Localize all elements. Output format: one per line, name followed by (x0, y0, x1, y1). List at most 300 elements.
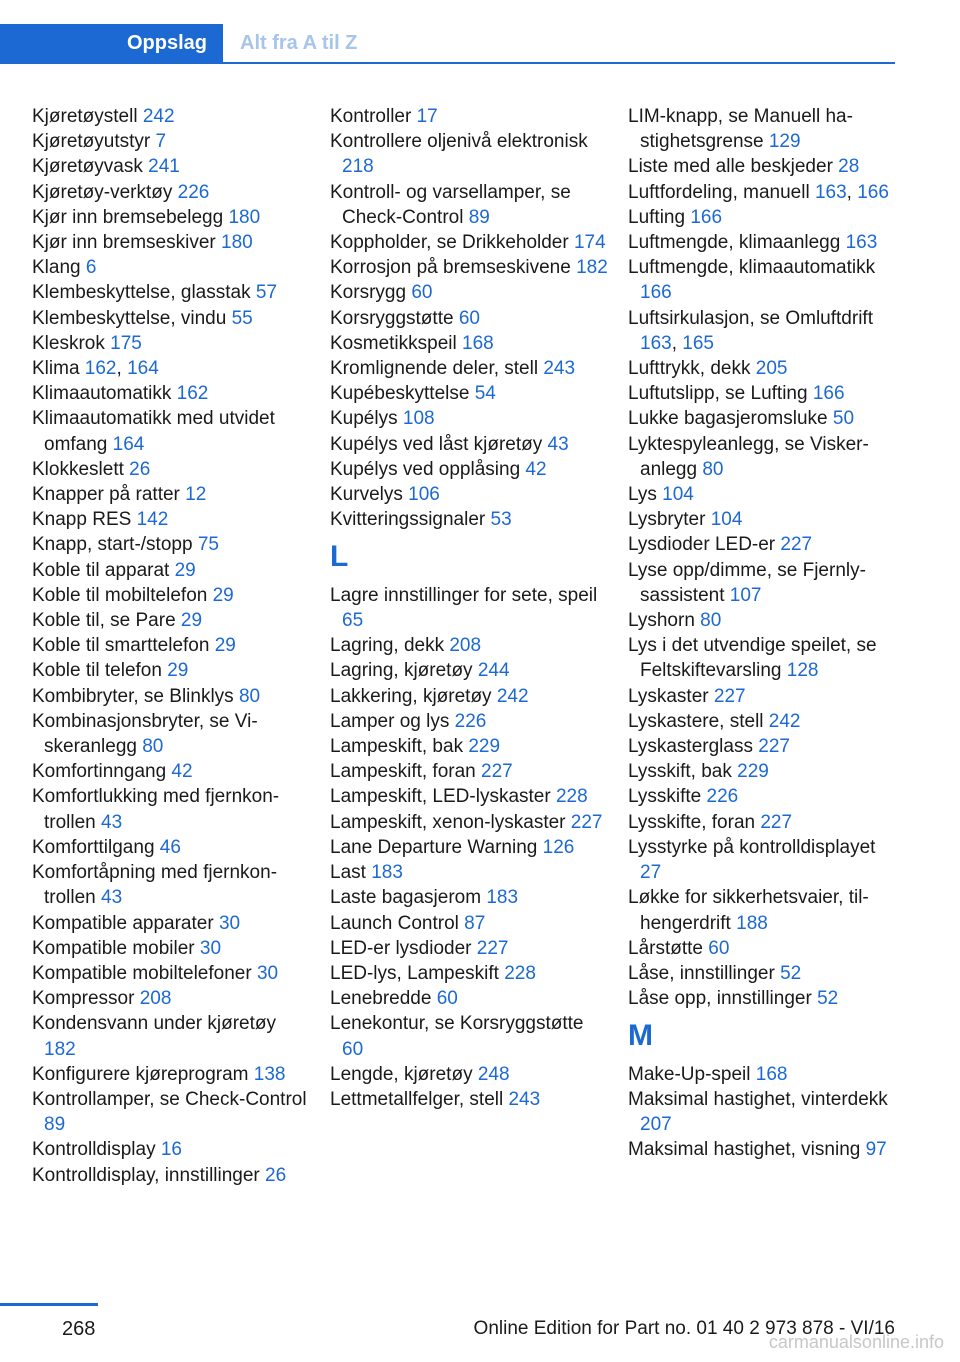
index-entry (628, 482, 898, 507)
page-ref-link[interactable]: 166 (690, 206, 723, 228)
page-ref-link[interactable]: 104 (662, 484, 694, 506)
page-ref-link[interactable]: 80 (238, 685, 261, 707)
index-entry (330, 381, 608, 406)
page-ref-link[interactable]: 17 (416, 106, 438, 127)
page-ref-link[interactable]: 26 (129, 458, 151, 480)
page-ref-link[interactable]: 162 (84, 358, 117, 380)
page-ref-link[interactable]: 30 (199, 937, 222, 959)
index-term: Lys (628, 484, 663, 506)
index-term: Luftmengde, klimaanlegg (628, 232, 846, 254)
page-ref-link[interactable]: 54 (474, 383, 496, 405)
page-ref-link[interactable]: 175 (110, 332, 142, 354)
index-entry: Luftsirkulasjon, se Omluftdrift 163, 165 (628, 307, 873, 354)
index-term: Komforttilgang (32, 836, 160, 858)
page-ref-link[interactable]: 60 (436, 988, 458, 1010)
index-term: Korrosjon på bremseskivene (330, 257, 577, 279)
index-entry (330, 658, 608, 683)
page-ref-link[interactable]: 43 (101, 887, 123, 909)
page-ref-link[interactable]: 164 (127, 358, 159, 380)
index-term: Koppholder, se Drikkeholder (330, 232, 574, 254)
index-entry (32, 306, 310, 331)
index-entry (330, 885, 608, 910)
index-entry (628, 381, 898, 406)
index-entry (628, 255, 898, 305)
index-entry (32, 684, 310, 709)
page-ref-link[interactable]: 107 (729, 584, 762, 606)
index-entry (330, 1011, 608, 1061)
index-term: Kompressor (32, 988, 140, 1010)
index-term: LED-er lysdioder (330, 937, 477, 959)
index-entry (330, 180, 608, 230)
index-term: Lamper og lys (330, 710, 455, 732)
index-entry (628, 784, 898, 809)
page-ref-link[interactable]: 87 (464, 912, 486, 934)
index-entry (32, 961, 310, 986)
index-term: Lakkering, kjøretøy (330, 685, 497, 707)
index-term: Maksimal hastighet, visning (628, 1139, 866, 1161)
page-ref-link[interactable]: 27 (640, 862, 662, 884)
header-tabs (0, 24, 895, 64)
index-term: Lysstyrke på kontrolldisplayet (628, 836, 876, 858)
page-ref-link[interactable]: 207 (640, 1114, 672, 1136)
index-entry (32, 558, 310, 583)
index-entry (32, 860, 310, 910)
index-entry (32, 1163, 310, 1188)
index-term: Lufttrykk, dekk (628, 358, 756, 380)
index-term: Lampeskift, bak (330, 736, 469, 758)
index-entry (628, 885, 898, 935)
page-ref-link[interactable]: 126 (542, 836, 575, 858)
index-entry (32, 381, 310, 406)
index-term: Kupébeskyttelse (330, 383, 475, 405)
index-term: Lyshorn (628, 610, 701, 632)
page-ref-link[interactable]: 168 (462, 332, 494, 354)
index-entry (32, 507, 310, 532)
page-ref-link[interactable]: 208 (139, 988, 172, 1010)
page-ref-link[interactable]: 226 (454, 710, 487, 732)
index-term: Lysskifte, foran (628, 811, 761, 833)
index-entry (32, 911, 310, 936)
index-entry (32, 759, 310, 784)
index-entry (628, 759, 898, 784)
page-ref-link[interactable]: 42 (525, 458, 547, 480)
index-term: Kupélys ved låst kjøretøy (330, 433, 548, 455)
page-ref-link[interactable]: 205 (755, 358, 788, 380)
page-ref-link[interactable]: 174 (573, 232, 606, 254)
index-term: Lysdioder LED-er (628, 534, 781, 556)
footer-rule (0, 1303, 98, 1306)
index-entry (32, 255, 310, 280)
index-term: Kosmetikkspeil (330, 332, 462, 354)
page-ref-link[interactable]: 104 (710, 509, 743, 531)
page-ref-link[interactable]: 163 (640, 332, 672, 354)
page-ref-link[interactable]: 29 (212, 584, 234, 606)
page-ref-link[interactable]: 6 (85, 257, 97, 279)
index-entry (330, 583, 608, 633)
index-entry (32, 936, 310, 961)
index-entry (330, 406, 608, 431)
page-ref-link[interactable]: 97 (865, 1139, 887, 1161)
page-ref-link[interactable]: 166 (812, 383, 845, 405)
index-entry (330, 104, 608, 129)
page-ref-link[interactable]: 29 (214, 635, 236, 657)
section-letter: L (330, 540, 349, 574)
tab-oppslag-label: Oppslag (126, 32, 207, 54)
section-letter: M (628, 1019, 653, 1053)
index-entry (628, 633, 898, 683)
page-ref-link[interactable]: 12 (185, 484, 207, 506)
page-ref-link[interactable]: 89 (468, 206, 490, 228)
index-entry (32, 1062, 310, 1087)
index-entry (330, 356, 608, 381)
page-ref-link[interactable]: 42 (171, 761, 193, 783)
index-entry (330, 784, 608, 809)
page-ref-link[interactable]: 182 (576, 257, 608, 279)
index-entry (628, 608, 898, 633)
page-ref-link[interactable]: 244 (477, 660, 510, 682)
index-entry (330, 759, 608, 784)
index-term: Kompatible mobiler (32, 937, 200, 959)
page-ref-link[interactable]: 55 (231, 307, 253, 329)
index-entry (628, 734, 898, 759)
page-ref-link[interactable]: 80 (702, 458, 724, 480)
page-ref-link[interactable]: 227 (570, 811, 603, 833)
index-entry (330, 1087, 608, 1112)
page-ref-link[interactable]: 16 (160, 1139, 182, 1161)
index-term: Lagring, kjøretøy (330, 660, 478, 682)
index-term: Launch Control (330, 912, 465, 934)
index-term: Kjøretøyutstyr (32, 131, 156, 153)
index-term: Last (330, 862, 372, 884)
page-ref-link[interactable]: 168 (755, 1063, 788, 1085)
page-ref-link[interactable]: 29 (167, 660, 189, 682)
page-ref-link[interactable]: 227 (476, 937, 509, 959)
index-entry (330, 306, 608, 331)
tab-alt-fra-a-til-z[interactable]: Alt fra A til Z (240, 32, 358, 54)
index-entry (32, 180, 310, 205)
page-ref-link[interactable]: 227 (760, 811, 793, 833)
index-entry: Klima 162, 164 (32, 358, 159, 380)
page-ref-link[interactable]: 46 (159, 836, 181, 858)
index-entry (32, 205, 310, 230)
index-term: Løkke for sikkerhetsvaier, tilhengerdrift (628, 887, 869, 934)
page-ref-link[interactable]: 128 (786, 660, 819, 682)
page-ref-link[interactable]: 30 (218, 912, 241, 934)
index-term: Lyskaster (628, 685, 714, 707)
page-ref-link[interactable]: 108 (402, 408, 435, 430)
page-ref-link[interactable]: 60 (411, 282, 433, 304)
index-entry (32, 129, 310, 154)
index-term: Kjøretøyvask (32, 156, 149, 178)
index-term: Klokkeslett (32, 458, 130, 480)
index-entry (628, 154, 898, 179)
index-entry (628, 961, 898, 986)
index-term: LIM-knapp, se Manuell hastighetsgrense (628, 106, 853, 153)
index-term: Lagring, dekk (330, 635, 450, 657)
page-ref-link[interactable]: 138 (253, 1063, 286, 1085)
page-ref-link[interactable]: 166 (857, 181, 889, 203)
edition-text: Online Edition for Part no. 01 40 2 973 878 - VI/16 (473, 1318, 895, 1339)
index-entry (330, 986, 608, 1011)
page-ref-link[interactable]: 142 (136, 509, 169, 531)
index-column-2 (330, 104, 608, 1112)
index-entry (32, 633, 310, 658)
index-column-3 (628, 104, 898, 1163)
index-term: Laste bagasjerom (330, 887, 487, 909)
index-term: Kurvelys (330, 484, 409, 506)
index-entry (628, 684, 898, 709)
index-term: Kjør inn bremseskiver (32, 232, 221, 254)
index-term: Lenebredde (330, 988, 437, 1010)
page-ref-link[interactable]: 60 (342, 1038, 364, 1060)
index-entry (628, 532, 898, 557)
page-ref-link[interactable]: 106 (408, 484, 440, 506)
index-term: Lenekontur, se Korsryggstøtte (330, 1013, 584, 1035)
index-term: Kvitteringssignaler (330, 509, 491, 531)
index-entry (32, 608, 310, 633)
index-term: Kontrolldisplay (32, 1139, 161, 1161)
page-ref-link[interactable]: 180 (221, 232, 253, 254)
index-term: Lagre innstillinger for sete, speil (330, 584, 598, 606)
page-ref-link[interactable]: 227 (713, 685, 746, 707)
page-ref-link[interactable]: 60 (458, 307, 480, 329)
index-term: Koble til smarttelefon (32, 635, 215, 657)
index-entry (628, 1087, 898, 1137)
page-ref-link[interactable]: 57 (255, 282, 278, 304)
page-ref-link[interactable]: 29 (174, 559, 196, 581)
index-entry (330, 331, 608, 356)
index-entry (628, 406, 898, 431)
index-entry (32, 457, 310, 482)
page-ref-link[interactable]: 241 (148, 156, 180, 178)
index-entry (32, 104, 310, 129)
page-ref-link[interactable]: 228 (555, 786, 588, 808)
page-ref-link[interactable]: 89 (44, 1114, 66, 1136)
index-entry (330, 734, 608, 759)
page-ref-link[interactable]: 163 (814, 181, 847, 203)
index-entry (32, 532, 310, 557)
index-term: Klang (32, 257, 86, 279)
index-term: Kontroller (330, 106, 417, 127)
index-entry: Luftfordeling, manuell 163, 166 (628, 181, 889, 203)
page-ref-link[interactable]: 227 (780, 534, 813, 556)
index-entry (330, 280, 608, 305)
index-entry (628, 507, 898, 532)
index-entry (32, 482, 310, 507)
index-entry (330, 835, 608, 860)
index-term: Koble til, se Pare (32, 610, 181, 632)
index-entry (330, 936, 608, 961)
page-ref-link[interactable]: 52 (780, 962, 802, 984)
page-ref-link[interactable]: 162 (176, 383, 209, 405)
page-ref-link[interactable]: 242 (142, 106, 175, 127)
page-ref-link[interactable]: 26 (265, 1164, 287, 1186)
page-ref-link[interactable]: 242 (496, 685, 529, 707)
page-ref-link[interactable]: 50 (832, 408, 855, 430)
index-term: Kondensvann under kjøretøy (32, 1013, 276, 1035)
index-term: Lyse opp/dimme, se Fjernlysassistent (628, 559, 866, 606)
index-term: Lampeskift, LED-lyskaster (330, 786, 556, 808)
index-entry (330, 911, 608, 936)
page-ref-link[interactable]: 65 (342, 610, 364, 632)
page-ref-link[interactable]: 53 (490, 509, 512, 531)
index-term: Lukke bagasjeromsluke (628, 408, 833, 430)
index-entry (330, 1062, 608, 1087)
index-entry (32, 230, 310, 255)
page-ref-link[interactable]: 165 (682, 332, 714, 354)
page-number: 268 (62, 1318, 96, 1340)
index-term: Luftsirkulasjon, se Omluftdrift (628, 307, 873, 329)
index-term: Kompatible apparater (32, 912, 219, 934)
index-term: Lyktespyleanlegg, se Viskeranlegg (628, 433, 869, 480)
index-entry (330, 255, 608, 280)
index-term: Klembeskyttelse, glasstak (32, 282, 256, 304)
index-term: Koble til telefon (32, 660, 168, 682)
index-term: Klembeskyttelse, vindu (32, 307, 232, 329)
index-entry (628, 1137, 898, 1162)
page-ref-link[interactable]: 52 (817, 988, 839, 1010)
page-ref-link[interactable]: 248 (477, 1063, 510, 1085)
index-entry (330, 961, 608, 986)
index-term: Kontrolldisplay, innstillinger (32, 1164, 266, 1186)
index-term: Komfortåpning med fjernkontrollen (32, 862, 278, 909)
index-entry (628, 205, 898, 230)
page-ref-link[interactable]: 166 (640, 282, 672, 304)
index-term: Koble til mobiltelefon (32, 584, 213, 606)
page-ref-link[interactable]: 182 (44, 1038, 76, 1060)
page-ref-link[interactable]: 29 (180, 610, 203, 632)
index-term: Kjør inn bremsebelegg (32, 206, 229, 228)
index-term: Kompatible mobiltelefoner (32, 962, 257, 984)
page-ref-link[interactable]: 243 (508, 1088, 541, 1110)
index-term: Kupélys ved opplåsing (330, 458, 526, 480)
index-entry (32, 835, 310, 860)
index-entry (330, 457, 608, 482)
page-ref-link[interactable]: 28 (838, 156, 860, 178)
index-term: Lysskift, bak (628, 761, 738, 783)
index-term: Lettmetallfelger, stell (330, 1088, 509, 1110)
page-ref-link[interactable]: 7 (155, 131, 167, 153)
index-term: Lysskifte (628, 786, 707, 808)
index-term: Klimaautomatikk (32, 383, 177, 405)
index-entry (330, 230, 608, 255)
page-ref-link[interactable]: 227 (481, 761, 513, 783)
index-entry (32, 154, 310, 179)
index-term: Kjøretøy-verktøy (32, 181, 178, 203)
page-ref-link[interactable]: 60 (708, 937, 730, 959)
index-entry (32, 280, 310, 305)
page-ref-link[interactable]: 229 (737, 761, 769, 783)
index-entry (628, 810, 898, 835)
index-entry (32, 1011, 310, 1061)
index-entry (628, 986, 898, 1011)
page-ref-link[interactable]: 43 (101, 811, 123, 833)
page-ref-link[interactable]: 226 (177, 181, 210, 203)
index-entry (330, 633, 608, 658)
page-ref-link[interactable]: 242 (768, 710, 801, 732)
index-term: Kontrollamper, se Check-Control (32, 1088, 307, 1110)
index-term: Låse opp, innstillinger (628, 988, 818, 1010)
index-term: Kjøretøystell (32, 106, 143, 127)
page-ref-link[interactable]: 243 (543, 358, 576, 380)
index-entry (628, 709, 898, 734)
page-ref-link[interactable]: 30 (256, 962, 279, 984)
page-ref-link[interactable]: 227 (758, 736, 790, 758)
index-term: Korsrygg (330, 282, 412, 304)
index-term: Lyskastere, stell (628, 710, 769, 732)
page-ref-link[interactable]: 80 (700, 610, 722, 632)
index-term: Låse, innstillinger (628, 962, 781, 984)
index-entry (330, 507, 608, 532)
page-ref-link[interactable]: 163 (845, 232, 878, 254)
index-term: Luftutslipp, se Lufting (628, 383, 813, 405)
page-ref-link[interactable]: 75 (197, 534, 219, 556)
index-term: Make-Up-speil (628, 1063, 756, 1085)
index-entry (32, 406, 310, 456)
index-term: Kontroll- og varsellamper, se Check-Control (330, 181, 571, 228)
index-term: Lufting (628, 206, 691, 228)
index-entry (330, 810, 608, 835)
index-entry (628, 432, 898, 482)
index-term: Kontrollere oljenivå elektronisk (330, 131, 588, 153)
index-term: Korsryggstøtte (330, 307, 459, 329)
page-ref-link[interactable]: 218 (342, 156, 374, 178)
index-term: Kleskrok (32, 332, 111, 354)
index-term: Lampeskift, xenon-lyskaster (330, 811, 571, 833)
index-term: Kombibryter, se Blinklys (32, 685, 239, 707)
page-ref-link[interactable]: 80 (142, 736, 164, 758)
index-term: Klimaautomatikk med utvidet omfang (32, 408, 275, 455)
page-ref-link[interactable]: 188 (736, 912, 768, 934)
page-ref-link[interactable]: 208 (449, 635, 482, 657)
index-entry (628, 558, 898, 608)
index-entry (628, 1062, 898, 1087)
index-entry (628, 356, 898, 381)
index-term: Komfortlukking med fjernkontrollen (32, 786, 280, 833)
index-entry (628, 835, 898, 885)
index-entry (330, 129, 608, 179)
index-term: Lyskasterglass (628, 736, 759, 758)
index-term: Kupélys (330, 408, 403, 430)
page-ref-link[interactable]: 226 (706, 786, 739, 808)
page-ref-link[interactable]: 229 (468, 736, 501, 758)
index-term: Lane Departure Warning (330, 836, 543, 858)
index-entry (330, 684, 608, 709)
index-term: Luftmengde, klimaautomatikk (628, 257, 876, 279)
page-ref-link[interactable]: 164 (112, 433, 145, 455)
index-entry (32, 986, 310, 1011)
index-term: Lårstøtte (628, 937, 709, 959)
page-ref-link[interactable]: 180 (228, 206, 261, 228)
index-term: Knapper på ratter (32, 484, 186, 506)
index-entry (330, 709, 608, 734)
page-ref-link[interactable]: 129 (768, 131, 801, 153)
tab-oppslag[interactable] (0, 24, 223, 62)
index-term: Lengde, kjøretøy (330, 1063, 478, 1085)
page-ref-link[interactable]: 43 (547, 433, 569, 455)
index-term: Kromlignende deler, stell (330, 358, 544, 380)
page-ref-link[interactable]: 183 (371, 862, 403, 884)
index-entry (330, 482, 608, 507)
page-ref-link[interactable]: 183 (486, 887, 519, 909)
index-term: Knapp, start-/stopp (32, 534, 198, 556)
index-entry (628, 230, 898, 255)
index-term: Maksimal hastighet, vinterdekk (628, 1088, 888, 1110)
page-ref-link[interactable]: 228 (504, 962, 536, 984)
index-term: LED-lys, Lampeskift (330, 962, 505, 984)
index-entry (32, 784, 310, 834)
index-term: Lampeskift, foran (330, 761, 482, 783)
